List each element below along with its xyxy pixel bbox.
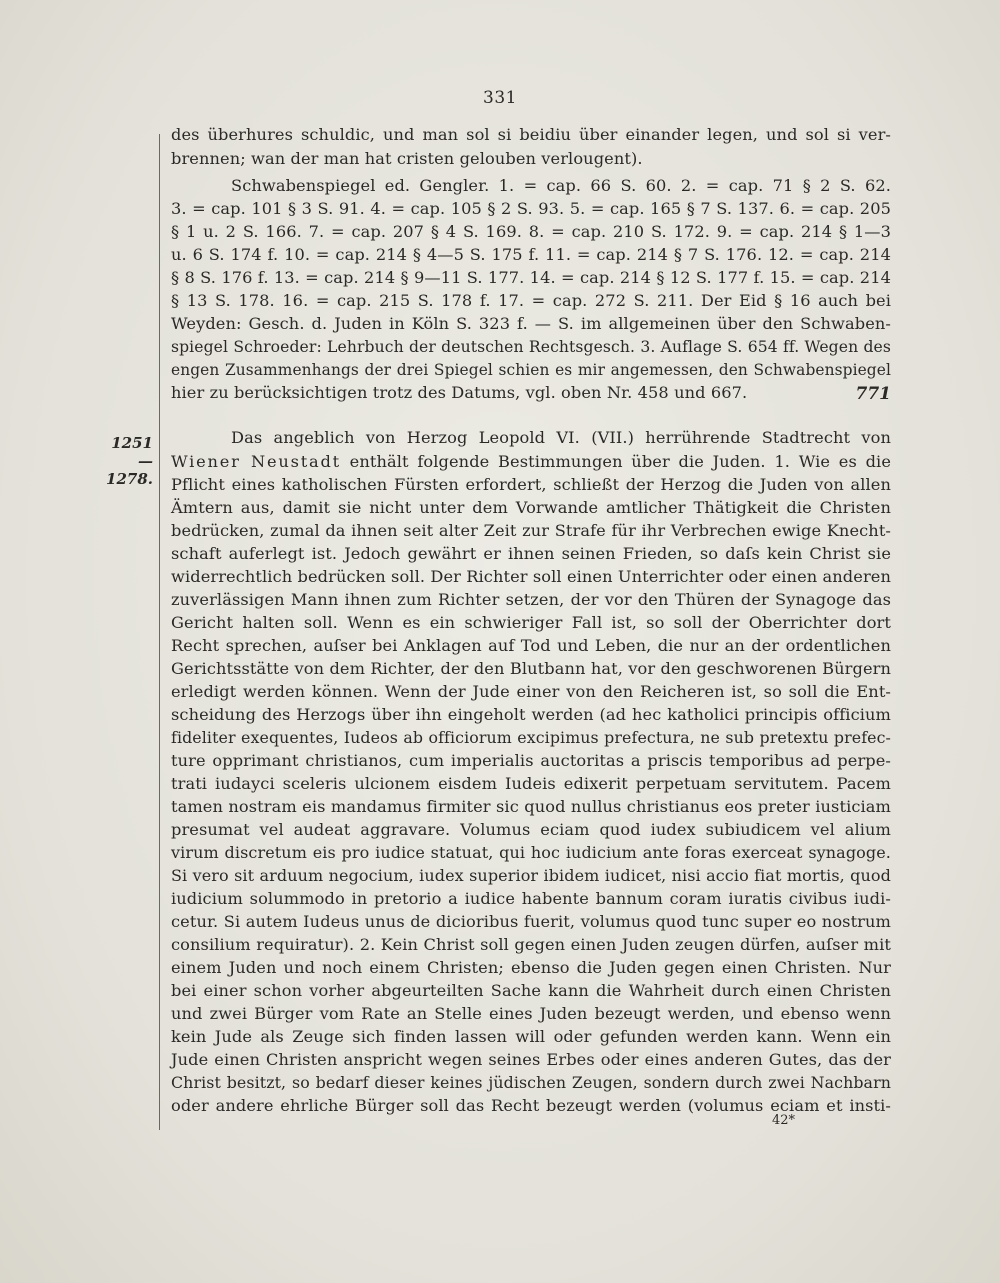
text-line: oder andere ehrliche Bürger soll das Recht bezeugt werden (volumus eciam et insti- [171, 1096, 891, 1115]
text-line: Gericht halten soll. Wenn es ein schwieriger Fall ist, so soll der Oberrichter dort [171, 613, 891, 632]
text-line: schaft auferlegt ist. Jedoch gewährt er ihnen seinen Frieden, so daſs kein Christ sie [171, 544, 891, 563]
signature-mark: 42* [772, 1113, 796, 1128]
text-line: cetur. Si autem Iudeus unus de dicioribus fuerit, volumus quod tunc super eo nostrum [171, 912, 891, 931]
text-line: § 8 S. 176 f. 13. = cap. 214 § 9—11 S. 177. 14. = cap. 214 § 12 S. 177 f. 15. = cap. 214 [171, 268, 891, 287]
text-line: Ämtern aus, damit sie nicht unter dem Vorwande amtlicher Thätigkeit die Christen [171, 498, 891, 517]
text-line: § 13 S. 178. 16. = cap. 215 S. 178 f. 17. = cap. 272 S. 211. Der Eid § 16 auch bei [171, 291, 891, 310]
spaced-place-name: Wiener Neustadt [171, 452, 341, 471]
text-line: Pflicht eines katholischen Fürsten erfordert, schließt der Herzog die Juden von allen [171, 475, 891, 494]
text-line: des überhures schuldic, und man sol si beidiu über einander legen, und sol si ver- [171, 125, 891, 144]
text-line: bei einer schon vorher abgeurteilten Sache kann die Wahrheit durch einen Christen [171, 981, 891, 1000]
text-line: Das angeblich von Herzog Leopold VI. (VII.) herrührende Stadtrecht von [231, 428, 891, 447]
text-line: trati iudayci sceleris ulcionem eisdem Iudeis edixerit perpetuam servitutem. Pacem [171, 774, 891, 793]
text-line: fideliter exequentes, Iudeos ab officiorum excipimus prefectura, ne sub pretextu prefec- [171, 728, 891, 747]
text-line: Schwabenspiegel ed. Gengler. 1. = cap. 66 S. 60. 2. = cap. 71 § 2 S. 62. [231, 176, 891, 195]
text-line: 3. = cap. 101 § 3 S. 91. 4. = cap. 105 § 2 S. 93. 5. = cap. 165 § 7 S. 137. 6. = cap. 205 [171, 199, 891, 218]
text-line: Jude einen Christen anspricht wegen seines Erbes oder eines anderen Gutes, das der [171, 1050, 891, 1069]
text-line: einem Juden und noch einem Christen; ebenso die Juden gegen einen Christen. Nur [171, 958, 891, 977]
text-line: Recht sprechen, auſser bei Anklagen auf Tod und Leben, die nur an der ordentlichen [171, 636, 891, 655]
text-line: presumat vel audeat aggravare. Volumus eciam quod iudex subiudicem vel alium [171, 820, 891, 839]
text-line: engen Zusammenhangs der drei Spiegel schien es mir angemessen, den Schwabenspiegel [171, 361, 891, 379]
text-line: virum discretum eis pro iudice statuat, qui hoc iudicium ante foras exerceat synagoge. [171, 843, 891, 862]
text-line: kein Jude als Zeuge sich finden lassen will oder gefunden werden kann. Wenn ein [171, 1027, 891, 1046]
text-line: hier zu berücksichtigen trotz des Datums, vgl. oben Nr. 458 und 667. [171, 383, 748, 402]
margin-date-start: 1251 [111, 434, 153, 452]
text-line: zuverlässigen Mann ihnen zum Richter setzen, der vor den Thüren der Synagoge das [171, 590, 891, 609]
text-line: consilium requiratur). 2. Kein Christ soll gegen einen Juden zeugen dürfen, auſser mit [171, 935, 891, 954]
text-line: Gerichtsstätte von dem Richter, der den Blutbann hat, vor den geschworenen Bürgern [171, 659, 891, 678]
text-line: Si vero sit arduum negocium, iudex superior ibidem iudicet, nisi accio fiat mortis, quod [171, 866, 891, 885]
text-line: tamen nostram eis mandamus firmiter sic quod nullus christianus eos preter iusticiam [171, 797, 891, 816]
reference-number: 771 [855, 384, 891, 404]
margin-date-end: —1278. [106, 452, 153, 488]
text-line: scheidung des Herzogs über ihn eingeholt werden (ad hec katholici principis officium [171, 705, 891, 724]
text-line: brennen; wan der man hat cristen gelouben verlougent). [171, 149, 643, 168]
text-line: widerrechtlich bedrücken soll. Der Richter soll einen Unterrichter oder einen anderen [171, 567, 891, 586]
text-line: iudicium solummodo in pretorio a iudice habente bannum coram iuratis civibus iudi- [171, 889, 891, 908]
text-line: u. 6 S. 174 f. 10. = cap. 214 § 4—5 S. 175 f. 11. = cap. 214 § 7 S. 176. 12. = cap. 214 [171, 245, 891, 264]
text-line: Weyden: Gesch. d. Juden in Köln S. 323 f. — S. im allgemeinen über den Schwaben- [171, 314, 891, 333]
margin-rule [159, 134, 160, 1130]
text-line: erledigt werden können. Wenn der Jude einer von den Reicheren ist, so soll die Ent- [171, 682, 891, 701]
text-line: § 1 u. 2 S. 166. 7. = cap. 207 § 4 S. 169. 8. = cap. 210 S. 172. 9. = cap. 214 § 1—3 [171, 222, 891, 241]
page-number: 331 [483, 88, 517, 108]
text-line: bedrücken, zumal da ihnen seit alter Zeit zur Strafe für ihr Verbrechen ewige Knecht- [171, 521, 891, 540]
text-line: Christ besitzt, so bedarf dieser keines jüdischen Zeugen, sondern durch zwei Nachbarn [171, 1073, 891, 1092]
text-line: ture opprimant christianos, cum imperialis auctoritas a priscis temporibus ad perpe- [171, 751, 891, 770]
text-line: und zwei Bürger vom Rate an Stelle eines Juden bezeugt werden, und ebenso wenn [171, 1004, 891, 1023]
text-line: spiegel Schroeder: Lehrbuch der deutschen Rechtsgesch. 3. Auflage S. 654 ff. Wegen des [171, 338, 891, 356]
text-line: Wiener Neustadt enthält folgende Bestimmungen über die Juden. 1. Wie es die [171, 452, 891, 471]
